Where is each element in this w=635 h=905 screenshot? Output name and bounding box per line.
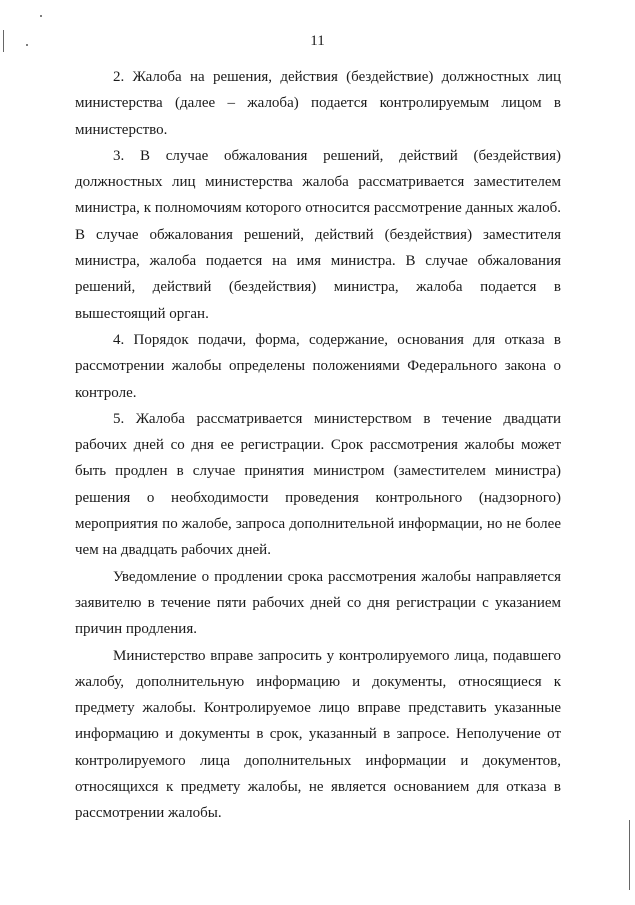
scan-artifact-dot xyxy=(40,15,42,17)
paragraph-extension-notice: Уведомление о продлении срока рассмотрения жалобы направляется заявителю в течение пяти рабочих дней со дня регистрации с указанием причин продления. xyxy=(75,568,561,638)
paragraph-complaint-submission: 2. Жалоба на решения, действия (бездействие) должностных лиц министерства (далее – жалоба) подается контролируемым лицом в министерство. xyxy=(75,69,561,138)
paragraph-review-term: 5. Жалоба рассматривается министерством в течение двадцати рабочих дней со дня ее регистрации. Срок рассмотрения жалобы может быть продлен в случае принятия министром (заместителем министра) решения о необходимости проведения контрольного (надзорного) мероприятия по жалобе, запроса дополнительной информации, но не более чем на двадцать рабочих дней. xyxy=(75,410,561,559)
page-number: 11 xyxy=(310,33,325,49)
paragraph-procedure: 4. Порядок подачи, форма, содержание, основания для отказа в рассмотрении жалобы определены положениями Федерального закона о контроле. xyxy=(75,331,561,401)
document-body xyxy=(75,64,561,827)
paragraph-additional-info: Министерство вправе запросить у контролируемого лица, подавшего жалобу, дополнительную информацию и документы, относящиеся к предмету жалобы. Контролируемое лицо вправе представить указанные информацию и документы в срок, указанный в запросе. Неполучение от контролируемого лица дополнительных информации и документов, относящихся к предмету жалобы, не является основанием для отказа в рассмотрении жалобы. xyxy=(75,647,561,822)
paragraph-complaint-review-authority: 3. В случае обжалования решений, действий (бездействия) должностных лиц министерства жалоба рассматривается заместителем министра, к полномочиям которого относится рассмотрение данных жалоб. В случае обжалования решений, действий (бездействия) заместителя министра, жалоба подается на имя министра. В случае обжалования решений, действий (бездействия) министра, жалоба подается в вышестоящий орган. xyxy=(75,147,561,322)
scan-artifact-line xyxy=(629,820,630,890)
